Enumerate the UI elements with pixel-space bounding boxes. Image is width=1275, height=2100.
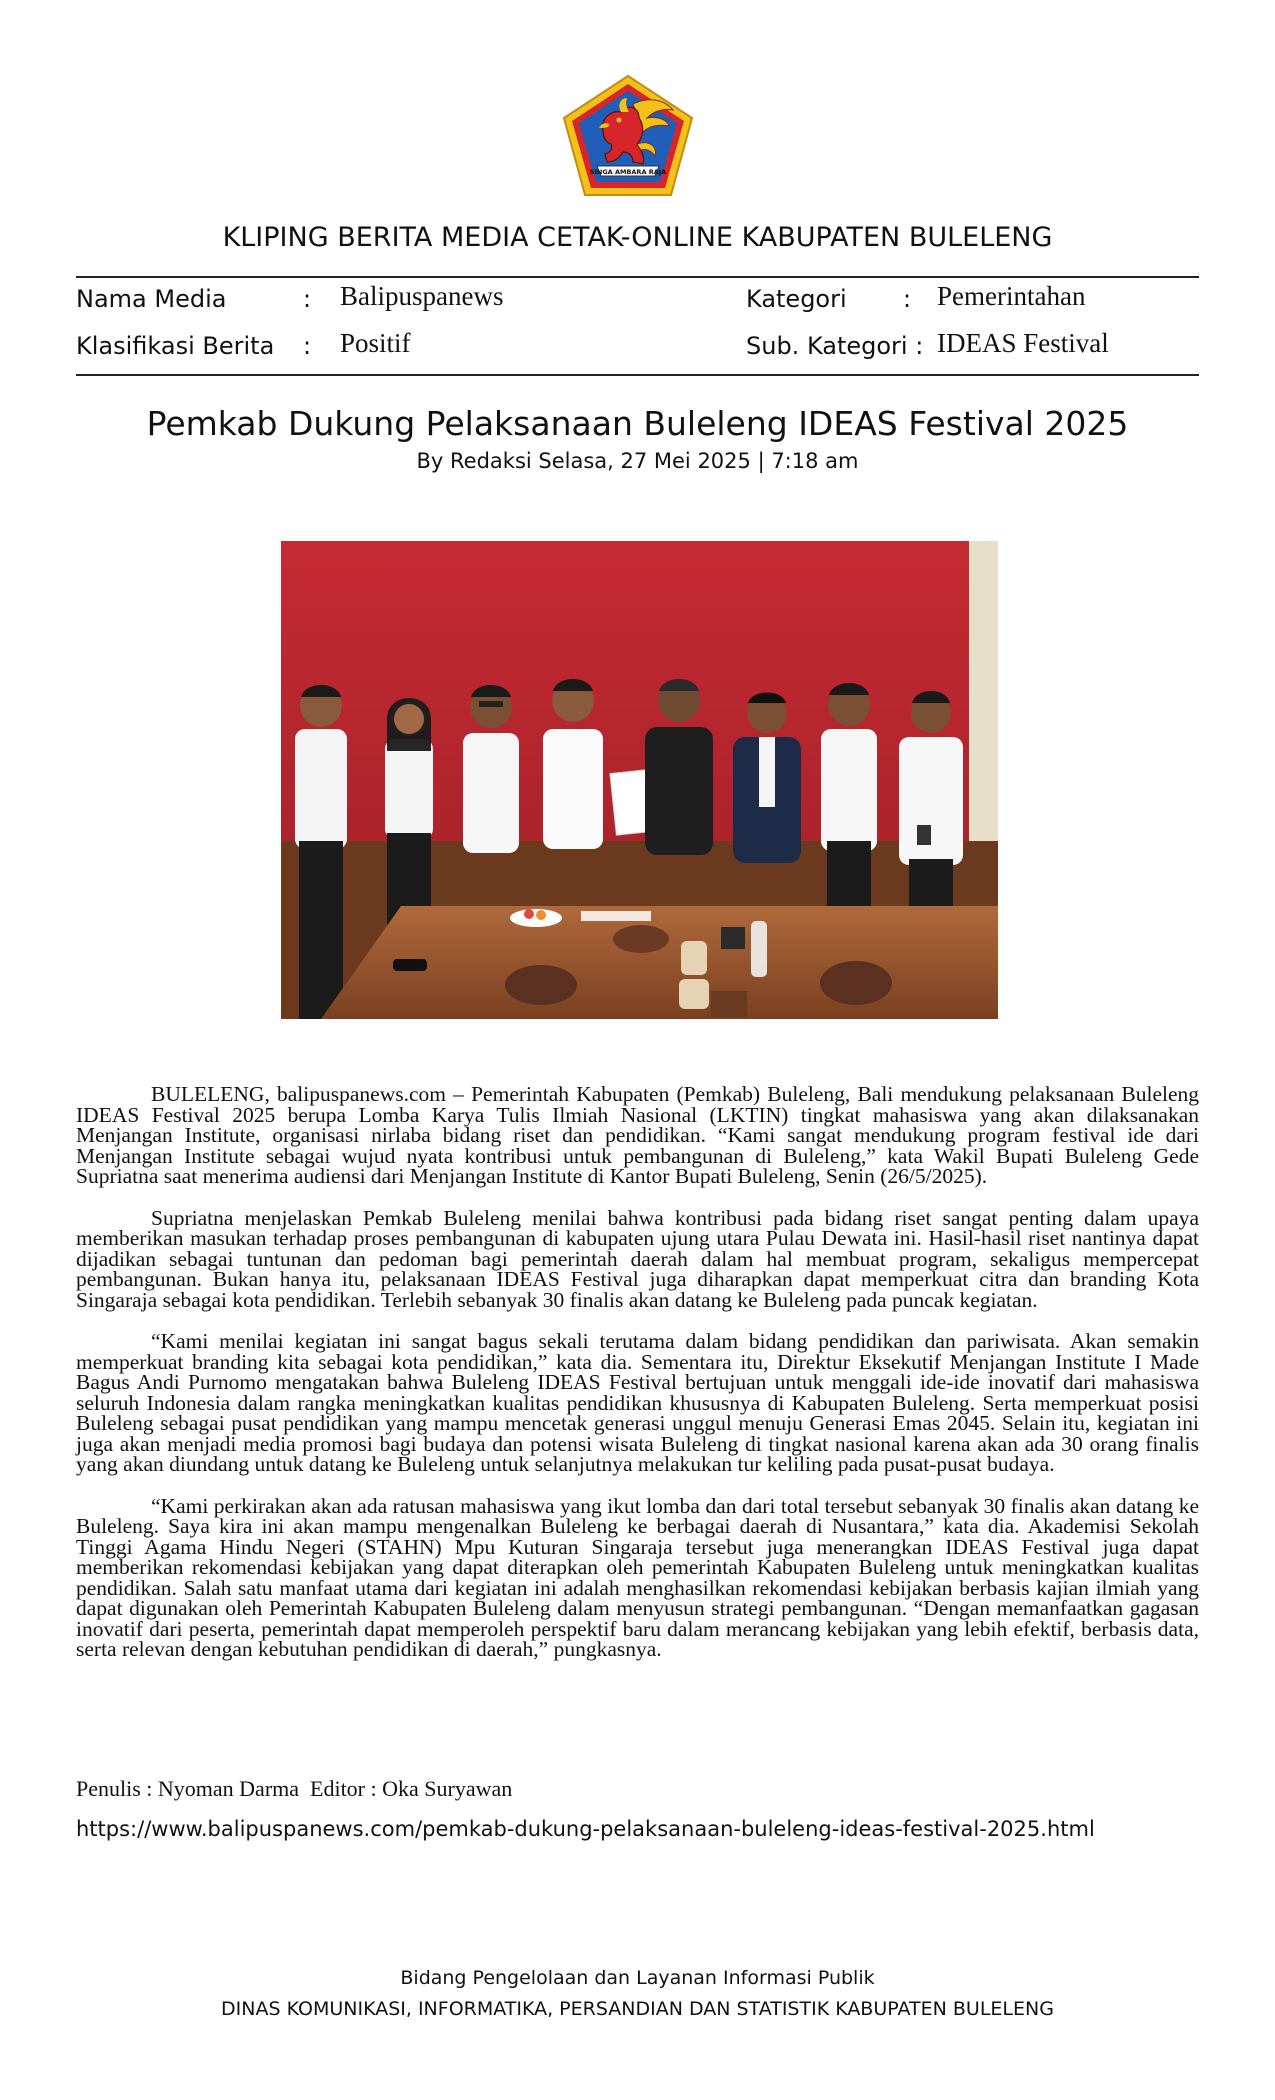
article-byline: By Redaksi Selasa, 27 Mei 2025 | 7:18 am [416, 449, 859, 473]
article-paragraph: Supriatna menjelaskan Pemkab Buleleng menilai bahwa kontribusi pada bidang riset sangat penting dalam upaya memberikan masukan terhadap proses pembangunan di kabupaten ujung utara Pulau Dewata ini. Hasil-hasil riset nantinya dapat dijadikan sebagai tuntunan dan pedoman bagi pemerintah daerah dalam hal membuat program, sekaligus mempercepat pembangunan. Bukan hanya itu, pelaksanaan IDEAS Festival juga diharapkan dapat memperkuat citra dan branding Kota Singaraja sebagai kota pendidikan. Terlebih sebanyak 30 finalis akan datang ke Buleleng pada puncak kegiatan. [76, 1205, 1199, 1312]
garuda-lion-emblem-icon [561, 74, 695, 198]
sub-kategori-value: IDEAS Festival [937, 328, 1109, 358]
kategori-value: Pemerintahan [937, 281, 1086, 311]
footer-department: Bidang Pengelolaan dan Layanan Informasi Publik [400, 1967, 875, 1989]
kategori-label: Kategori [746, 285, 847, 313]
article-paragraph: “Kami menilai kegiatan ini sangat bagus sekali terutama dalam bidang pendidikan dan pariwisata. Akan semakin memperkuat branding kita sebagai kota pendidikan,” kata dia. Sementara itu, Direktur Eksekutif Menjangan Institute I Made Bagus Andi Purnomo mengatakan bahwa Buleleng IDEAS Festival bertujuan untuk menggali ide-ide inovatif dari mahasiswa seluruh Indonesia dalam rangka meningkatkan kualitas pendidikan khususnya di Kabupaten Buleleng. Serta memperkuat posisi Buleleng sebagai pusat pendidikan yang mampu mencetak generasi unggul menuju Generasi Emas 2045. Selain itu, kegiatan ini juga akan menjadi media promosi bagi budaya dan potensi wisata Buleleng di tingkat nasional karena akan ada 30 orang finalis yang akan diundang untuk datang ke Buleleng untuk selanjutnya melakukan tur keliling pada pusat-pusat budaya. [76, 1329, 1199, 1476]
article-paragraph: BULELENG, balipuspanews.com – Pemerintah Kabupaten (Pemkab) Buleleng, Bali mendukung pelaksanaan Buleleng IDEAS Festival 2025 berupa Lomba Karya Tulis Ilmiah Nasional (LKTIN) tingkat mahasiswa yang akan dilaksanakan Menjangan Institute, organisasi nirlaba bidang riset dan pendidikan. “Kami sangat mendukung program festival ide dari Menjangan Institute sebagai wujud nyata kontribusi untuk pembangunan di Buleleng,” kata Wakil Bupati Buleleng Gede Supriatna saat menerima audiensi dari Menjangan Institute di Kantor Bupati Buleleng, Senin (26/5/2025). [76, 1082, 1199, 1188]
kategori-colon: : [903, 285, 912, 313]
article-photo [281, 541, 998, 1019]
article-credits: Penulis : Nyoman Darma Editor : Oka Suryawan [76, 1776, 513, 1801]
header-top-divider [76, 276, 1199, 278]
article-body [76, 1084, 1199, 1681]
kabupaten-buleleng-logo [561, 74, 695, 198]
logo-motto-text: SINGA AMBARA RAJA [589, 168, 667, 176]
article-paragraph: “Kami perkirakan akan ada ratusan mahasiswa yang ikut lomba dan dari total tersebut sebanyak 30 finalis akan datang ke Buleleng. Saya kira ini akan mampu mengenalkan Buleleng ke berbagai daerah di Nusantara,” kata dia. Akademisi Sekolah Tinggi Agama Hindu Negeri (STAHN) Mpu Kuturan Singaraja tersebut juga menerangkan IDEAS Festival juga dapat memberikan rekomendasi kebijakan yang dapat diterapkan oleh pemerintah Kabupaten Buleleng untuk meningkatkan kualitas pendidikan. Salah satu manfaat utama dari kegiatan ini adalah menghasilkan rekomendasi kebijakan berbasis kajian ilmiah yang dapat digunakan oleh Pemerintah Kabupaten Buleleng dalam menyusun strategi pembangunan. “Dengan memanfaatkan gagasan inovatif dari peserta, pemerintah dapat memperoleh perspektif baru dalam merancang kebijakan yang lebih efektif, berbasis data, serta relevan dengan kebutuhan pendidikan di daerah,” pungkasnya. [76, 1493, 1199, 1661]
klasifikasi-berita-label: Klasifikasi Berita [76, 332, 275, 360]
header-bottom-divider [76, 374, 1199, 376]
footer-agency: DINAS KOMUNIKASI, INFORMATIKA, PERSANDIAN DAN STATISTIK KABUPATEN BULELENG [221, 1998, 1054, 2020]
nama-media-colon: : [303, 285, 312, 313]
nama-media-value: Balipuspanews [340, 281, 504, 311]
article-source-url[interactable]: https://www.balipuspanews.com/pemkab-dukung-pelaksanaan-buleleng-ideas-festival-2025.html [76, 1817, 1095, 1841]
klasifikasi-berita-colon: : [303, 332, 312, 360]
document-title: KLIPING BERITA MEDIA CETAK-ONLINE KABUPATEN BULELENG [222, 222, 1053, 253]
sub-kategori-label: Sub. Kategori : [746, 332, 924, 360]
nama-media-label: Nama Media [76, 285, 227, 313]
article-headline: Pemkab Dukung Pelaksanaan Buleleng IDEAS Festival 2025 [146, 404, 1129, 443]
klasifikasi-berita-value: Positif [340, 328, 411, 358]
